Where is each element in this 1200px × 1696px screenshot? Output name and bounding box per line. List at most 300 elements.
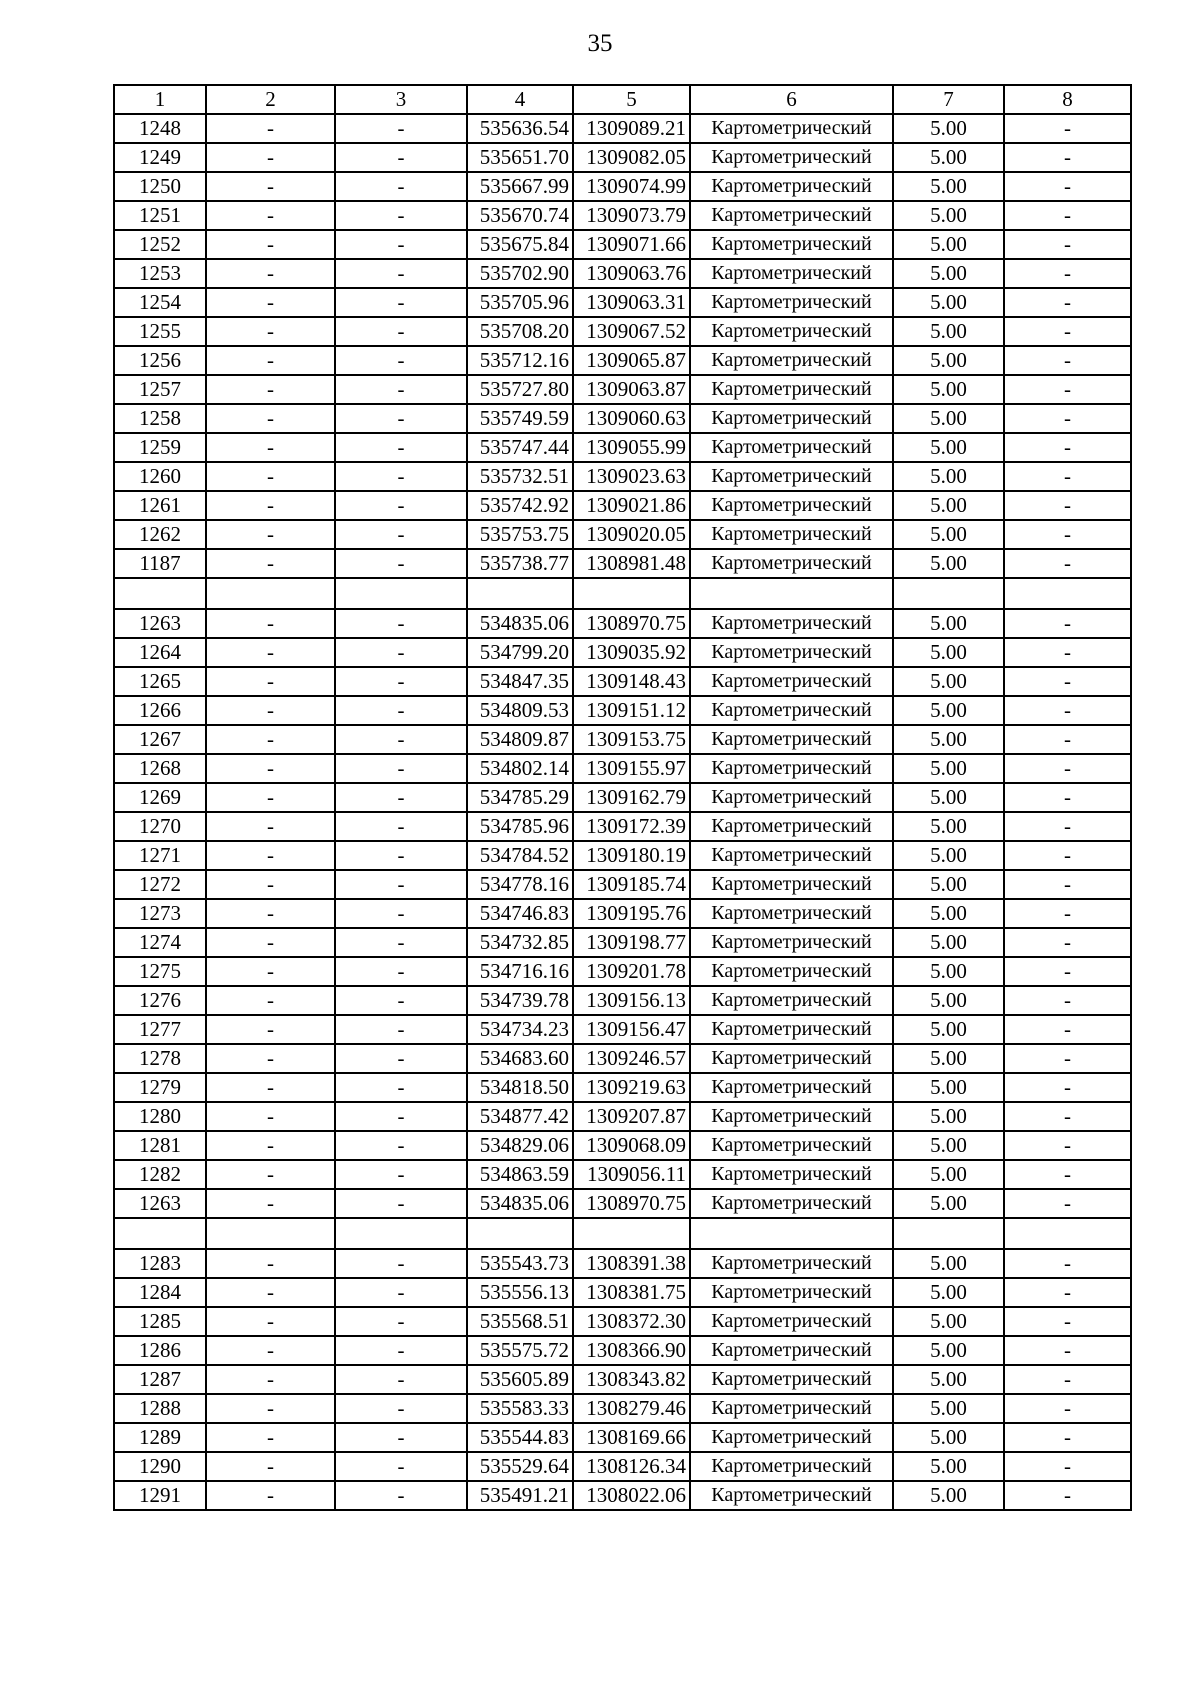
col3-value (335, 1218, 467, 1249)
col2-value: - (206, 899, 335, 928)
col3-value: - (335, 1336, 467, 1365)
point-number: 1258 (114, 404, 206, 433)
accuracy: 5.00 (893, 1160, 1004, 1189)
method: Картометрический (690, 638, 893, 667)
method: Картометрический (690, 754, 893, 783)
point-number: 1283 (114, 1249, 206, 1278)
col8-value: - (1004, 928, 1131, 957)
col8-value: - (1004, 754, 1131, 783)
accuracy: 5.00 (893, 346, 1004, 375)
table-row (114, 462, 1131, 491)
x-coordinate: 534818.50 (467, 1073, 573, 1102)
x-coordinate: 535605.89 (467, 1365, 573, 1394)
table-row (114, 1423, 1131, 1452)
x-coordinate: 535651.70 (467, 143, 573, 172)
col2-value: - (206, 1044, 335, 1073)
col3-value: - (335, 783, 467, 812)
col8-value: - (1004, 1394, 1131, 1423)
col8-value: - (1004, 1365, 1131, 1394)
col3-value: - (335, 1073, 467, 1102)
x-coordinate: 534739.78 (467, 986, 573, 1015)
accuracy: 5.00 (893, 1278, 1004, 1307)
method: Картометрический (690, 928, 893, 957)
y-coordinate: 1308126.34 (573, 1452, 690, 1481)
y-coordinate: 1309063.87 (573, 375, 690, 404)
y-coordinate: 1309156.47 (573, 1015, 690, 1044)
col2-value: - (206, 841, 335, 870)
x-coordinate: 535575.72 (467, 1336, 573, 1365)
point-number: 1266 (114, 696, 206, 725)
col8-value: - (1004, 1249, 1131, 1278)
accuracy: 5.00 (893, 520, 1004, 549)
x-coordinate: 535712.16 (467, 346, 573, 375)
point-number: 1286 (114, 1336, 206, 1365)
point-number: 1285 (114, 1307, 206, 1336)
x-coordinate: 535568.51 (467, 1307, 573, 1336)
point-number: 1256 (114, 346, 206, 375)
method: Картометрический (690, 957, 893, 986)
table-row (114, 783, 1131, 812)
accuracy: 5.00 (893, 696, 1004, 725)
col3-value: - (335, 986, 467, 1015)
table-row (114, 899, 1131, 928)
x-coordinate: 534809.87 (467, 725, 573, 754)
col8-value: - (1004, 491, 1131, 520)
col8-value: - (1004, 841, 1131, 870)
x-coordinate: 535708.20 (467, 317, 573, 346)
y-coordinate: 1309056.11 (573, 1160, 690, 1189)
y-coordinate: 1309219.63 (573, 1073, 690, 1102)
x-coordinate: 534785.96 (467, 812, 573, 841)
x-coordinate: 535675.84 (467, 230, 573, 259)
col8-value: - (1004, 1160, 1131, 1189)
y-coordinate: 1309073.79 (573, 201, 690, 230)
col2-value: - (206, 520, 335, 549)
x-coordinate: 534877.42 (467, 1102, 573, 1131)
col3-value: - (335, 114, 467, 143)
y-coordinate: 1309156.13 (573, 986, 690, 1015)
column-header-8: 8 (1004, 85, 1131, 114)
col2-value: - (206, 1015, 335, 1044)
method: Картометрический (690, 346, 893, 375)
col2-value: - (206, 1452, 335, 1481)
method: Картометрический (690, 1015, 893, 1044)
method: Картометрический (690, 1249, 893, 1278)
table-row (114, 1102, 1131, 1131)
col3-value: - (335, 754, 467, 783)
col2-value: - (206, 259, 335, 288)
point-number: 1263 (114, 609, 206, 638)
accuracy: 5.00 (893, 754, 1004, 783)
accuracy (893, 1218, 1004, 1249)
col2-value: - (206, 725, 335, 754)
col2-value: - (206, 609, 335, 638)
point-number: 1279 (114, 1073, 206, 1102)
point-number: 1289 (114, 1423, 206, 1452)
point-number: 1287 (114, 1365, 206, 1394)
col2-value: - (206, 549, 335, 578)
col3-value: - (335, 609, 467, 638)
col3-value: - (335, 928, 467, 957)
accuracy: 5.00 (893, 172, 1004, 201)
x-coordinate: 535556.13 (467, 1278, 573, 1307)
col2-value: - (206, 1394, 335, 1423)
col2-value (206, 578, 335, 609)
page-number: 35 (587, 30, 613, 57)
x-coordinate: 535747.44 (467, 433, 573, 462)
col2-value: - (206, 491, 335, 520)
x-coordinate: 535702.90 (467, 259, 573, 288)
accuracy: 5.00 (893, 1073, 1004, 1102)
column-header-4: 4 (467, 85, 573, 114)
col8-value: - (1004, 899, 1131, 928)
accuracy: 5.00 (893, 375, 1004, 404)
y-coordinate: 1309071.66 (573, 230, 690, 259)
accuracy: 5.00 (893, 230, 1004, 259)
col2-value: - (206, 957, 335, 986)
col3-value: - (335, 1481, 467, 1510)
col8-value: - (1004, 143, 1131, 172)
point-number: 1267 (114, 725, 206, 754)
x-coordinate: 535753.75 (467, 520, 573, 549)
method: Картометрический (690, 172, 893, 201)
method: Картометрический (690, 1394, 893, 1423)
col2-value (206, 1218, 335, 1249)
accuracy: 5.00 (893, 667, 1004, 696)
point-number: 1284 (114, 1278, 206, 1307)
col2-value: - (206, 1481, 335, 1510)
y-coordinate: 1308391.38 (573, 1249, 690, 1278)
y-coordinate: 1309082.05 (573, 143, 690, 172)
col8-value: - (1004, 1336, 1131, 1365)
table-row (114, 1394, 1131, 1423)
col3-value: - (335, 1394, 467, 1423)
col3-value: - (335, 1160, 467, 1189)
x-coordinate: 535705.96 (467, 288, 573, 317)
col3-value: - (335, 725, 467, 754)
y-coordinate: 1309068.09 (573, 1131, 690, 1160)
table-row (114, 638, 1131, 667)
point-number: 1273 (114, 899, 206, 928)
col8-value: - (1004, 1189, 1131, 1218)
col3-value: - (335, 462, 467, 491)
point-number: 1262 (114, 520, 206, 549)
col3-value: - (335, 1015, 467, 1044)
y-coordinate: 1309172.39 (573, 812, 690, 841)
method: Картометрический (690, 1336, 893, 1365)
col3-value: - (335, 201, 467, 230)
method: Картометрический (690, 1278, 893, 1307)
col3-value: - (335, 696, 467, 725)
table-row (114, 841, 1131, 870)
col2-value: - (206, 696, 335, 725)
accuracy: 5.00 (893, 1044, 1004, 1073)
y-coordinate: 1308169.66 (573, 1423, 690, 1452)
point-number: 1250 (114, 172, 206, 201)
table-row (114, 433, 1131, 462)
col8-value: - (1004, 1278, 1131, 1307)
accuracy: 5.00 (893, 957, 1004, 986)
x-coordinate: 534829.06 (467, 1131, 573, 1160)
col2-value: - (206, 1307, 335, 1336)
col2-value: - (206, 317, 335, 346)
x-coordinate: 535544.83 (467, 1423, 573, 1452)
method: Картометрический (690, 491, 893, 520)
point-number: 1272 (114, 870, 206, 899)
accuracy: 5.00 (893, 462, 1004, 491)
table-row (114, 549, 1131, 578)
col2-value: - (206, 346, 335, 375)
y-coordinate: 1309155.97 (573, 754, 690, 783)
point-number: 1265 (114, 667, 206, 696)
col8-value: - (1004, 957, 1131, 986)
point-number: 1257 (114, 375, 206, 404)
col2-value: - (206, 172, 335, 201)
method: Картометрический (690, 1481, 893, 1510)
method: Картометрический (690, 230, 893, 259)
method: Картометрический (690, 725, 893, 754)
x-coordinate: 535732.51 (467, 462, 573, 491)
table-row (114, 404, 1131, 433)
col2-value: - (206, 1336, 335, 1365)
col3-value: - (335, 1131, 467, 1160)
accuracy: 5.00 (893, 725, 1004, 754)
col8-value: - (1004, 114, 1131, 143)
method: Картометрический (690, 1160, 893, 1189)
column-header-3: 3 (335, 85, 467, 114)
point-number: 1263 (114, 1189, 206, 1218)
table-row (114, 957, 1131, 986)
method: Картометрический (690, 288, 893, 317)
x-coordinate: 534778.16 (467, 870, 573, 899)
x-coordinate: 534835.06 (467, 1189, 573, 1218)
col8-value: - (1004, 462, 1131, 491)
y-coordinate (573, 578, 690, 609)
table-separator-row (114, 1218, 1131, 1249)
point-number: 1270 (114, 812, 206, 841)
method: Картометрический (690, 783, 893, 812)
point-number: 1291 (114, 1481, 206, 1510)
x-coordinate: 534716.16 (467, 957, 573, 986)
y-coordinate: 1309201.78 (573, 957, 690, 986)
col2-value: - (206, 288, 335, 317)
point-number: 1290 (114, 1452, 206, 1481)
method: Картометрический (690, 1452, 893, 1481)
x-coordinate: 535670.74 (467, 201, 573, 230)
col2-value: - (206, 201, 335, 230)
table-row (114, 1044, 1131, 1073)
accuracy: 5.00 (893, 783, 1004, 812)
accuracy: 5.00 (893, 812, 1004, 841)
col8-value: - (1004, 1307, 1131, 1336)
accuracy: 5.00 (893, 1336, 1004, 1365)
y-coordinate: 1308279.46 (573, 1394, 690, 1423)
x-coordinate: 534802.14 (467, 754, 573, 783)
col3-value: - (335, 549, 467, 578)
accuracy: 5.00 (893, 1131, 1004, 1160)
table-row (114, 1160, 1131, 1189)
method: Картометрический (690, 201, 893, 230)
accuracy: 5.00 (893, 1189, 1004, 1218)
y-coordinate: 1309021.86 (573, 491, 690, 520)
method: Картометрический (690, 609, 893, 638)
accuracy: 5.00 (893, 288, 1004, 317)
col8-value: - (1004, 201, 1131, 230)
y-coordinate: 1309180.19 (573, 841, 690, 870)
col2-value: - (206, 638, 335, 667)
col2-value: - (206, 404, 335, 433)
col8-value: - (1004, 725, 1131, 754)
point-number: 1275 (114, 957, 206, 986)
point-number: 1277 (114, 1015, 206, 1044)
col3-value: - (335, 143, 467, 172)
col8-value: - (1004, 1481, 1131, 1510)
point-number: 1251 (114, 201, 206, 230)
table-row (114, 491, 1131, 520)
point-number: 1268 (114, 754, 206, 783)
method: Картометрический (690, 812, 893, 841)
table-row (114, 172, 1131, 201)
table-row (114, 870, 1131, 899)
col3-value: - (335, 375, 467, 404)
table-row (114, 1481, 1131, 1510)
table-row (114, 1365, 1131, 1394)
x-coordinate: 535749.59 (467, 404, 573, 433)
y-coordinate: 1309060.63 (573, 404, 690, 433)
table-separator-row (114, 578, 1131, 609)
y-coordinate: 1309067.52 (573, 317, 690, 346)
table-row (114, 754, 1131, 783)
col8-value: - (1004, 696, 1131, 725)
col3-value: - (335, 317, 467, 346)
col2-value: - (206, 1073, 335, 1102)
y-coordinate: 1309035.92 (573, 638, 690, 667)
method: Картометрический (690, 986, 893, 1015)
col2-value: - (206, 375, 335, 404)
table-row (114, 1452, 1131, 1481)
x-coordinate: 535738.77 (467, 549, 573, 578)
method: Картометрический (690, 1365, 893, 1394)
x-coordinate: 534847.35 (467, 667, 573, 696)
col3-value: - (335, 230, 467, 259)
col8-value: - (1004, 317, 1131, 346)
col2-value: - (206, 667, 335, 696)
col3-value: - (335, 404, 467, 433)
col2-value: - (206, 783, 335, 812)
accuracy: 5.00 (893, 609, 1004, 638)
y-coordinate: 1309185.74 (573, 870, 690, 899)
point-number: 1288 (114, 1394, 206, 1423)
accuracy: 5.00 (893, 114, 1004, 143)
col8-value: - (1004, 404, 1131, 433)
table-row (114, 114, 1131, 143)
method: Картометрический (690, 1307, 893, 1336)
accuracy: 5.00 (893, 1102, 1004, 1131)
column-header-6: 6 (690, 85, 893, 114)
col8-value: - (1004, 433, 1131, 462)
col8-value: - (1004, 1044, 1131, 1073)
method: Картометрический (690, 1102, 893, 1131)
col3-value: - (335, 1307, 467, 1336)
method (690, 1218, 893, 1249)
col2-value: - (206, 928, 335, 957)
point-number: 1282 (114, 1160, 206, 1189)
method: Картометрический (690, 696, 893, 725)
point-number: 1261 (114, 491, 206, 520)
point-number (114, 578, 206, 609)
col2-value: - (206, 1160, 335, 1189)
x-coordinate: 534734.23 (467, 1015, 573, 1044)
col8-value: - (1004, 1423, 1131, 1452)
point-number: 1253 (114, 259, 206, 288)
col8-value: - (1004, 1452, 1131, 1481)
y-coordinate: 1308343.82 (573, 1365, 690, 1394)
table-row (114, 696, 1131, 725)
col3-value: - (335, 491, 467, 520)
col8-value: - (1004, 230, 1131, 259)
col2-value: - (206, 1131, 335, 1160)
x-coordinate: 534863.59 (467, 1160, 573, 1189)
method: Картометрический (690, 1423, 893, 1452)
x-coordinate: 535543.73 (467, 1249, 573, 1278)
col8-value: - (1004, 667, 1131, 696)
column-header-1: 1 (114, 85, 206, 114)
table-row (114, 375, 1131, 404)
y-coordinate: 1309055.99 (573, 433, 690, 462)
y-coordinate: 1309198.77 (573, 928, 690, 957)
table-body (114, 114, 1131, 1510)
column-header-5: 5 (573, 85, 690, 114)
column-header-7: 7 (893, 85, 1004, 114)
col3-value: - (335, 259, 467, 288)
table-row (114, 1015, 1131, 1044)
method: Картометрический (690, 143, 893, 172)
method: Картометрический (690, 404, 893, 433)
y-coordinate: 1308970.75 (573, 1189, 690, 1218)
accuracy: 5.00 (893, 870, 1004, 899)
col8-value: - (1004, 259, 1131, 288)
col3-value: - (335, 638, 467, 667)
col2-value: - (206, 870, 335, 899)
col2-value: - (206, 143, 335, 172)
col8-value: - (1004, 288, 1131, 317)
x-coordinate: 535491.21 (467, 1481, 573, 1510)
coordinates-table (113, 84, 1132, 1511)
point-number: 1274 (114, 928, 206, 957)
y-coordinate: 1309148.43 (573, 667, 690, 696)
point-number: 1252 (114, 230, 206, 259)
col8-value: - (1004, 375, 1131, 404)
table-row (114, 230, 1131, 259)
method (690, 578, 893, 609)
method: Картометрический (690, 433, 893, 462)
point-number: 1264 (114, 638, 206, 667)
col8-value (1004, 578, 1131, 609)
col8-value: - (1004, 986, 1131, 1015)
x-coordinate: 535583.33 (467, 1394, 573, 1423)
accuracy: 5.00 (893, 317, 1004, 346)
col2-value: - (206, 1278, 335, 1307)
accuracy: 5.00 (893, 899, 1004, 928)
y-coordinate: 1309153.75 (573, 725, 690, 754)
col2-value: - (206, 1189, 335, 1218)
col3-value: - (335, 1102, 467, 1131)
col2-value: - (206, 986, 335, 1015)
accuracy: 5.00 (893, 259, 1004, 288)
point-number: 1254 (114, 288, 206, 317)
x-coordinate: 534835.06 (467, 609, 573, 638)
col3-value: - (335, 1278, 467, 1307)
